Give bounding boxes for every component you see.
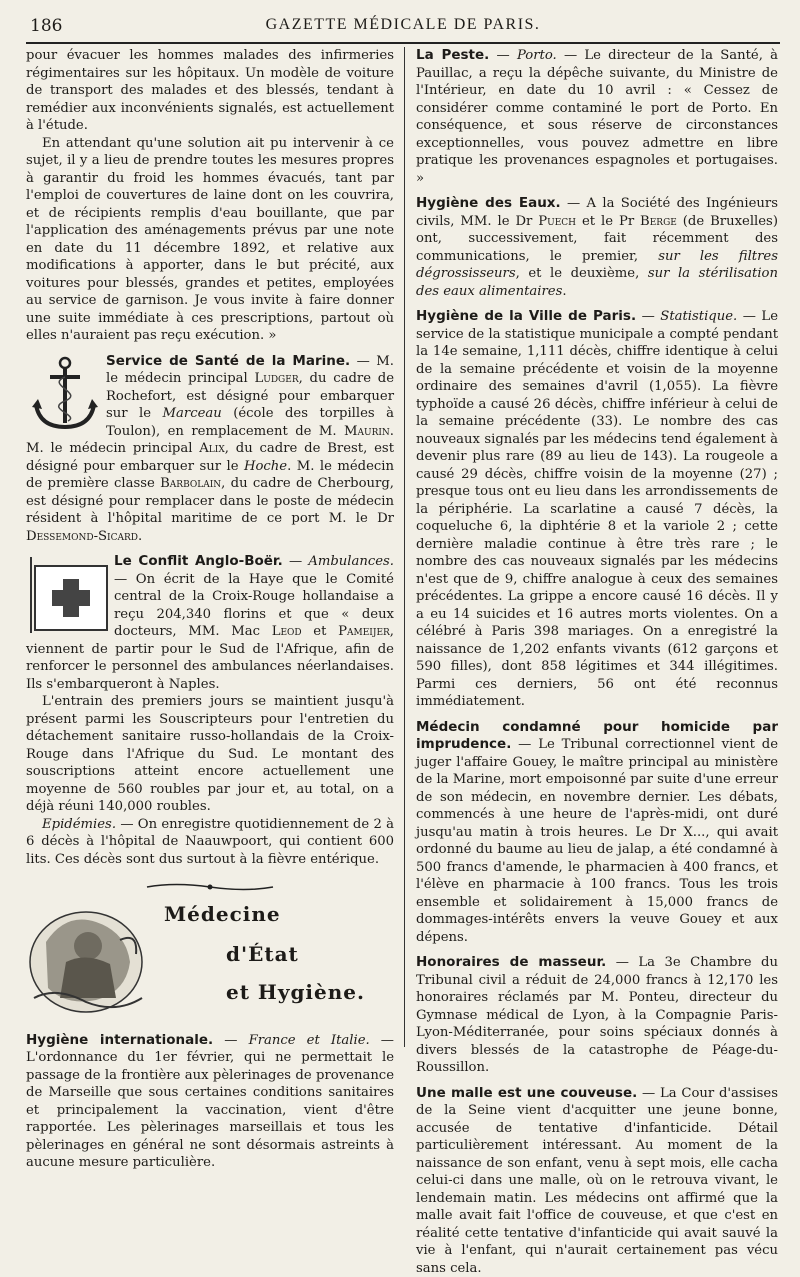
- article-title: La Peste.: [416, 47, 489, 63]
- article-title: Le Conflit Anglo-Boër.: [114, 553, 283, 569]
- ornament-divider: [26, 880, 394, 898]
- article-subtitle: Porto.: [517, 48, 557, 63]
- article-body: Service de Santé de la Marine. — M. le médecin principal Ludger, du cadre de Rochefort, est désigné pour embarquer sur le Marceau (école des torpilles à Toulon), en remplacement de M. Maurin. M. le médecin principal Alix, du cadre de Brest, est désigné pour embarquer sur le Hoche. M. le médecin de première classe Barbolain, du cadre de Cherbourg, est désigné pour remplacer dans le poste de médecin résident à l'hôpital maritime de ce port M. le Dr Dessemond-Sicard.: [26, 353, 394, 546]
- section-heading-block: [26, 902, 394, 1032]
- article-couveuse: Une malle est une couveuse. — La Cour d'assises de la Seine vient d'acquitter une jeune bonne, accusée de tentative d'infanticide. Détail particulièrement intéressant. Au moment de la naissance de son enfant, venu à sept mois, elle cacha celui-ci dans une malle, où on le retrouva vivant, le lendemain matin. Les médecins ont affirmé que la malle avait fait l'office de couveuse, et que c'est en réalité cette tentative d'infanticide qui avait sauvé la vie à l'enfant, qui n'aurait certainement pas vécu sans cela.: [416, 1085, 778, 1277]
- person-name: Berge: [640, 214, 677, 229]
- article-eaux: Hygiène des Eaux. — A la Société des Ingénieurs civils, MM. le Dr Puech et le Pr Berge (de Bruxelles) ont, successivement, fait récemment des communications, le premier, sur les filtres dégrossisseurs, et le deuxième, sur la stérilisation des eaux alimentaires.: [416, 195, 778, 300]
- article-paris: Hygiène de la Ville de Paris. — Statistique. — Le service de la statistique municipale a compté pendant la 14e semaine, 1,111 décès, chiffre identique à celui de la semaine précédente et voisin de la moyenne ordinaire des semaines d'avril (1,055). La fièvre typhoïde a causé 26 décès, chiffre inférieur à celui de la semaine précédente (33). Le nombre des cas nouveaux signalés par les médecins tend également à devenir plus rare (89 au lieu de 143). La rougeole a causé 29 décès, chiffre voisin de la moyenne (27) ; presque tous ont eu lieu dans les arrondissements de la périphérie. La scarlatine a causé 7 décès, la coqueluche 6, la diphtérie 8 et la variole 2 ; cette dernière maladie continue à être très rare ; le nombre des cas nouveaux signalés par les médecins n'est que de 9, chiffre analogue à ceux des semaines précédentes. La grippe a encore causé 16 décès. Il y a eu 14 suicides et 16 autres morts violentes. On a célébré à Paris 398 mariages. On a enregistré la naissance de 1,202 enfants vivants (612 garçons et 590 filles), dont 858 légitimes et 344 illégitimes. Parmi ces derniers, 56 ont été reconnus immédiatement.: [416, 308, 778, 711]
- heading-line-2: d'État: [226, 946, 299, 964]
- paragraph: L'entrain des premiers jours se maintient jusqu'à présent parmi les Souscripteurs pour l'entretien du détachement sanitaire russo-hollandais de la Croix-Rouge dans l'Afrique du Sud. Le montant des souscriptions atteint encore actuellement une moyenne de 560 roubles par jour et, au total, on a déjà réuni 140,000 roubles.: [26, 693, 394, 816]
- article-title: Honoraires de masseur.: [416, 954, 606, 970]
- article-condamne: Médecin condamné pour homicide par imprudence. — Le Tribunal correctionnel vient de juger l'affaire Gouey, le maître principal au ministère de la Marine, mort empoisonné par suite d'une erreur de son médecin, en novembre dernier. Les débats, commencés à une heure de l'après-midi, ont duré jusqu'au matin à trois heures. Le Dr X..., qui avait ordonné du baume au lieu de jalap, a été condamné à 500 francs d'amende, le pharmacien à 400 francs, et l'élève en pharmacie à 100 francs. Tous les trois ensemble et solidairement à 15,000 francs de dommages-intérêts envers la veuve Gouey et aux dépens.: [416, 719, 778, 947]
- page-number: 186: [30, 16, 62, 36]
- red-cross-flag-icon: [26, 555, 108, 635]
- person-name: Pameijer: [338, 624, 390, 639]
- paragraph: pour évacuer les hommes malades des infirmeries régimentaires sur les hôpitaux. Un modèle de voiture de transport des malades et des blessés, tendant à remédier aux inconvénients signalés, est actuellement à l'étude.: [26, 47, 394, 135]
- heading-line-3: et Hygiène.: [226, 984, 365, 1002]
- page-header: [26, 12, 780, 44]
- article-title: Service de Santé de la Marine.: [106, 353, 350, 369]
- article-title: Hygiène internationale.: [26, 1032, 213, 1048]
- left-column: [26, 47, 394, 1172]
- article-masseur: Honoraires de masseur. — La 3e Chambre du Tribunal civil a réduit de 24,000 francs à 12,170 les honoraires réclamés par M. Ponteu, directeur du Gymnase médical de Lyon, à la Compagnie Paris-Lyon-Méditerranée, pour soins spéciaux donnés à divers blessés de la catastrophe de Péage-du-Roussillon.: [416, 954, 778, 1077]
- person-name: Alix: [199, 441, 224, 456]
- ship-name: Hoche: [244, 459, 287, 474]
- article-subtitle: Ambulances.: [308, 554, 394, 569]
- person-name: Leod: [272, 624, 302, 639]
- article-subtitle: Statistique.: [660, 309, 737, 324]
- article-body: Le Conflit Anglo-Boër. — Ambulances. — On écrit de la Haye que le Comité central de la Croix-Rouge hollandaise a reçu 204,340 florins et que « deux docteurs, MM. Mac Leod et Pameijer, viennent de partir pour le Sud de l'Afrique, afin de renforcer le personnel des ambulances néerlandaises. Ils s'embarqueront à Naples.: [26, 553, 394, 693]
- column-rule: [404, 47, 405, 1047]
- article-title: Une malle est une couveuse.: [416, 1085, 637, 1101]
- article-subtitle: France et Italie.: [249, 1033, 370, 1048]
- epidemies-label: Epidémies.: [42, 817, 116, 832]
- person-name: Ludger: [255, 371, 299, 386]
- article-marine: [26, 353, 394, 546]
- article-title: Hygiène de la Ville de Paris.: [416, 308, 636, 324]
- paragraph: En attendant qu'une solution ait pu intervenir à ce sujet, il y a lieu de prendre toutes les mesures propres à garantir du froid les hommes évacués, tant par l'emploi de couvertures de laine dont on les couvrira, et de récipients remplis d'eau bouillante, que par l'application des aménagements prévus par une note en date du 11 décembre 1892, et relative aux modifications à apporter, dans le but précité, aux voitures pour blessés, grandes et petites, employées au service de garnison. Je vous invite à faire donner une suite immédiate à ces prescriptions, partout où elles n'auraient pas reçu exécution. »: [26, 135, 394, 345]
- paragraph: Epidémies. — On enregistre quotidiennement de 2 à 6 décès à l'hôpital de Naauwpoort, qui contient 600 lits. Ces décès sont dus surtout à la fièvre entérique.: [26, 816, 394, 869]
- person-name: Barbolain: [160, 476, 221, 491]
- anchor-icon: [30, 355, 100, 433]
- right-column: [416, 47, 778, 1277]
- article-title: Médecin condamné pour homicide par imprudence.: [416, 719, 778, 753]
- person-name: Dessemond-Sicard: [26, 529, 138, 544]
- ship-name: Marceau: [163, 406, 222, 421]
- article-conflit: [26, 553, 394, 868]
- person-name: Maurin: [344, 424, 390, 439]
- article-hygiene-internationale: Hygiène internationale. — France et Italie. — L'ordonnance du 1er février, qui ne permettait le passage de la frontière aux pèlerinages de provenance de Marseille que sous certaines conditions sanitaires et principalement la vaccination, vient d'être rapportée. Les pèlerinages marseillais et tous les pèlerinages en général ne sont désormais astreints à aucune mesure particulière.: [26, 1032, 394, 1172]
- article-peste: La Peste. — Porto. — Le directeur de la Santé, à Pauillac, a reçu la dépêche suivante, du Ministre de l'Intérieur, en date du 10 avril : « Cessez de considérer comme contaminé le port de Porto. En conséquence, et sous réserve de circonstances exceptionnelles, vous pouvez admettre en libre pratique les provenances espagnoles et portugaises. »: [416, 47, 778, 187]
- heading-line-1: Médecine: [164, 906, 281, 924]
- journal-title: GAZETTE MÉDICALE DE PARIS.: [26, 16, 780, 34]
- person-name: Puech: [538, 214, 576, 229]
- article-title: Hygiène des Eaux.: [416, 195, 561, 211]
- engraving-illustration: [26, 902, 148, 1020]
